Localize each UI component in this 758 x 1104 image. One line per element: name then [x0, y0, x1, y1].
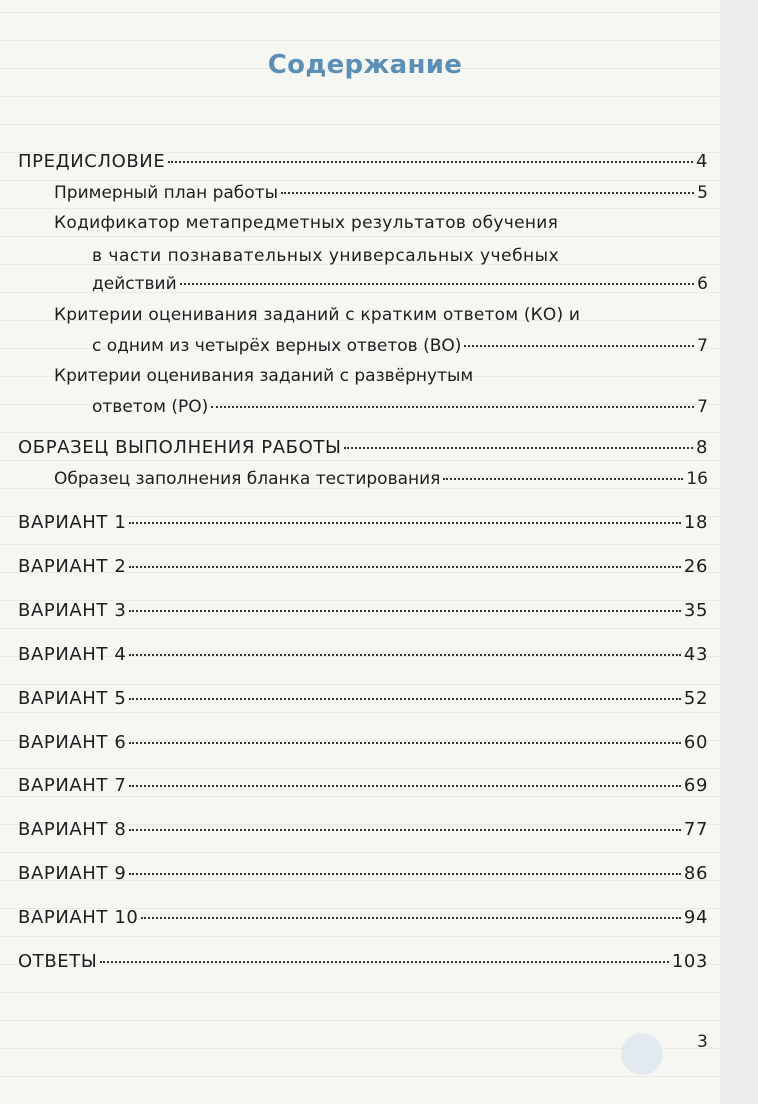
dot-leader: [129, 653, 680, 656]
dot-leader: [129, 741, 680, 744]
toc-entry-criteria-ko-line1[interactable]: Критерии оценивания заданий с кратким ответом (КО) и: [54, 305, 581, 325]
toc-entry-label: ВАРИАНТ 7: [18, 775, 127, 796]
dot-leader: [100, 960, 668, 963]
dot-leader: [129, 872, 680, 875]
toc-page-number: 52: [683, 688, 708, 709]
toc-page-number: 43: [683, 644, 708, 665]
toc-entry-label: ВАРИАНТ 1: [18, 512, 127, 533]
dot-leader: [464, 344, 694, 347]
page-number: 3: [697, 1032, 708, 1052]
toc-entry-label: ВАРИАНТ 9: [18, 863, 127, 884]
toc-page-number: 69: [683, 775, 708, 796]
dot-leader: [211, 405, 694, 408]
toc-entry-label: ВАРИАНТ 5: [18, 688, 127, 709]
toc-page-number: 18: [683, 512, 708, 533]
dot-leader: [129, 609, 680, 612]
toc-entry-work-plan[interactable]: [54, 182, 708, 204]
toc-page-number: 94: [683, 907, 708, 928]
toc-page-number: 4: [695, 151, 708, 172]
toc-entry-label: ОТВЕТЫ: [18, 951, 98, 972]
dot-leader: [129, 565, 680, 568]
toc-entry-codifier[interactable]: [92, 273, 708, 295]
dot-leader: [180, 282, 695, 285]
toc-entry-variant-4[interactable]: [18, 644, 708, 666]
toc-entry-label: Образец заполнения бланка тестирования: [54, 469, 441, 489]
toc-entry-preface[interactable]: [18, 151, 708, 173]
toc-page-number: 5: [697, 183, 708, 203]
toc-entry-variant-10[interactable]: [18, 907, 708, 929]
toc-page-number: 26: [683, 556, 708, 577]
toc-entry-variant-2[interactable]: [18, 556, 708, 578]
toc-entry-label: ОБРАЗЕЦ ВЫПОЛНЕНИЯ РАБОТЫ: [18, 437, 342, 458]
toc-entry-label: ВАРИАНТ 6: [18, 732, 127, 753]
toc-page-number: 6: [697, 274, 708, 294]
toc-entry-variant-9[interactable]: [18, 863, 708, 885]
dot-leader: [129, 697, 680, 700]
toc-entry-sample-form[interactable]: [54, 468, 708, 490]
toc-entry-codifier-line2[interactable]: в части познавательных универсальных учебных: [92, 246, 560, 266]
dot-leader: [344, 446, 692, 449]
dot-leader: [129, 521, 680, 524]
toc-page-number: 8: [695, 437, 708, 458]
toc-entry-label: ВАРИАНТ 8: [18, 819, 127, 840]
toc-entry-variant-8[interactable]: [18, 819, 708, 841]
dot-leader: [129, 828, 680, 831]
toc-entry-criteria-ro[interactable]: [92, 396, 708, 418]
dot-leader: [168, 160, 693, 163]
toc-page-number: 7: [697, 397, 708, 417]
toc-entry-variant-3[interactable]: [18, 600, 708, 622]
decorative-circle: [621, 1033, 663, 1075]
toc-entry-answers[interactable]: [18, 951, 708, 973]
dot-leader: [443, 477, 683, 480]
dot-leader: [129, 784, 680, 787]
toc-entry-label: ВАРИАНТ 3: [18, 600, 127, 621]
toc-page-number: 60: [683, 732, 708, 753]
toc-entry-criteria-ro-line1[interactable]: Критерии оценивания заданий с развёрнутым: [54, 366, 474, 386]
toc-page-number: 77: [683, 819, 708, 840]
toc-entry-label: с одним из четырёх верных ответов (ВО): [92, 336, 462, 356]
page-title: Содержание: [267, 50, 463, 80]
toc-entry-variant-1[interactable]: [18, 512, 708, 534]
toc-page-number: 35: [683, 600, 708, 621]
toc-entry-label: ВАРИАНТ 2: [18, 556, 127, 577]
toc-entry-codifier-line1[interactable]: Кодификатор метапредметных результатов обучения: [54, 213, 559, 233]
toc-page-number: 7: [697, 336, 708, 356]
toc-entry-variant-6[interactable]: [18, 732, 708, 754]
toc-entry-label: ответом (РО): [92, 397, 209, 417]
toc-entry-criteria-ko[interactable]: [92, 335, 708, 357]
dot-leader: [281, 191, 694, 194]
toc-entry-label: ВАРИАНТ 10: [18, 907, 139, 928]
toc-entry-sample[interactable]: [18, 437, 708, 459]
toc-entry-label: Примерный план работы: [54, 183, 279, 203]
toc-page-number: 16: [686, 469, 708, 489]
toc-entry-label: ПРЕДИСЛОВИЕ: [18, 151, 166, 172]
toc-entry-label: ВАРИАНТ 4: [18, 644, 127, 665]
toc-entry-label: действий: [92, 274, 177, 294]
toc-entry-variant-7[interactable]: [18, 775, 708, 797]
toc-page-number: 86: [683, 863, 708, 884]
toc-entry-variant-5[interactable]: [18, 688, 708, 710]
dot-leader: [141, 916, 680, 919]
toc-page-number: 103: [671, 951, 708, 972]
